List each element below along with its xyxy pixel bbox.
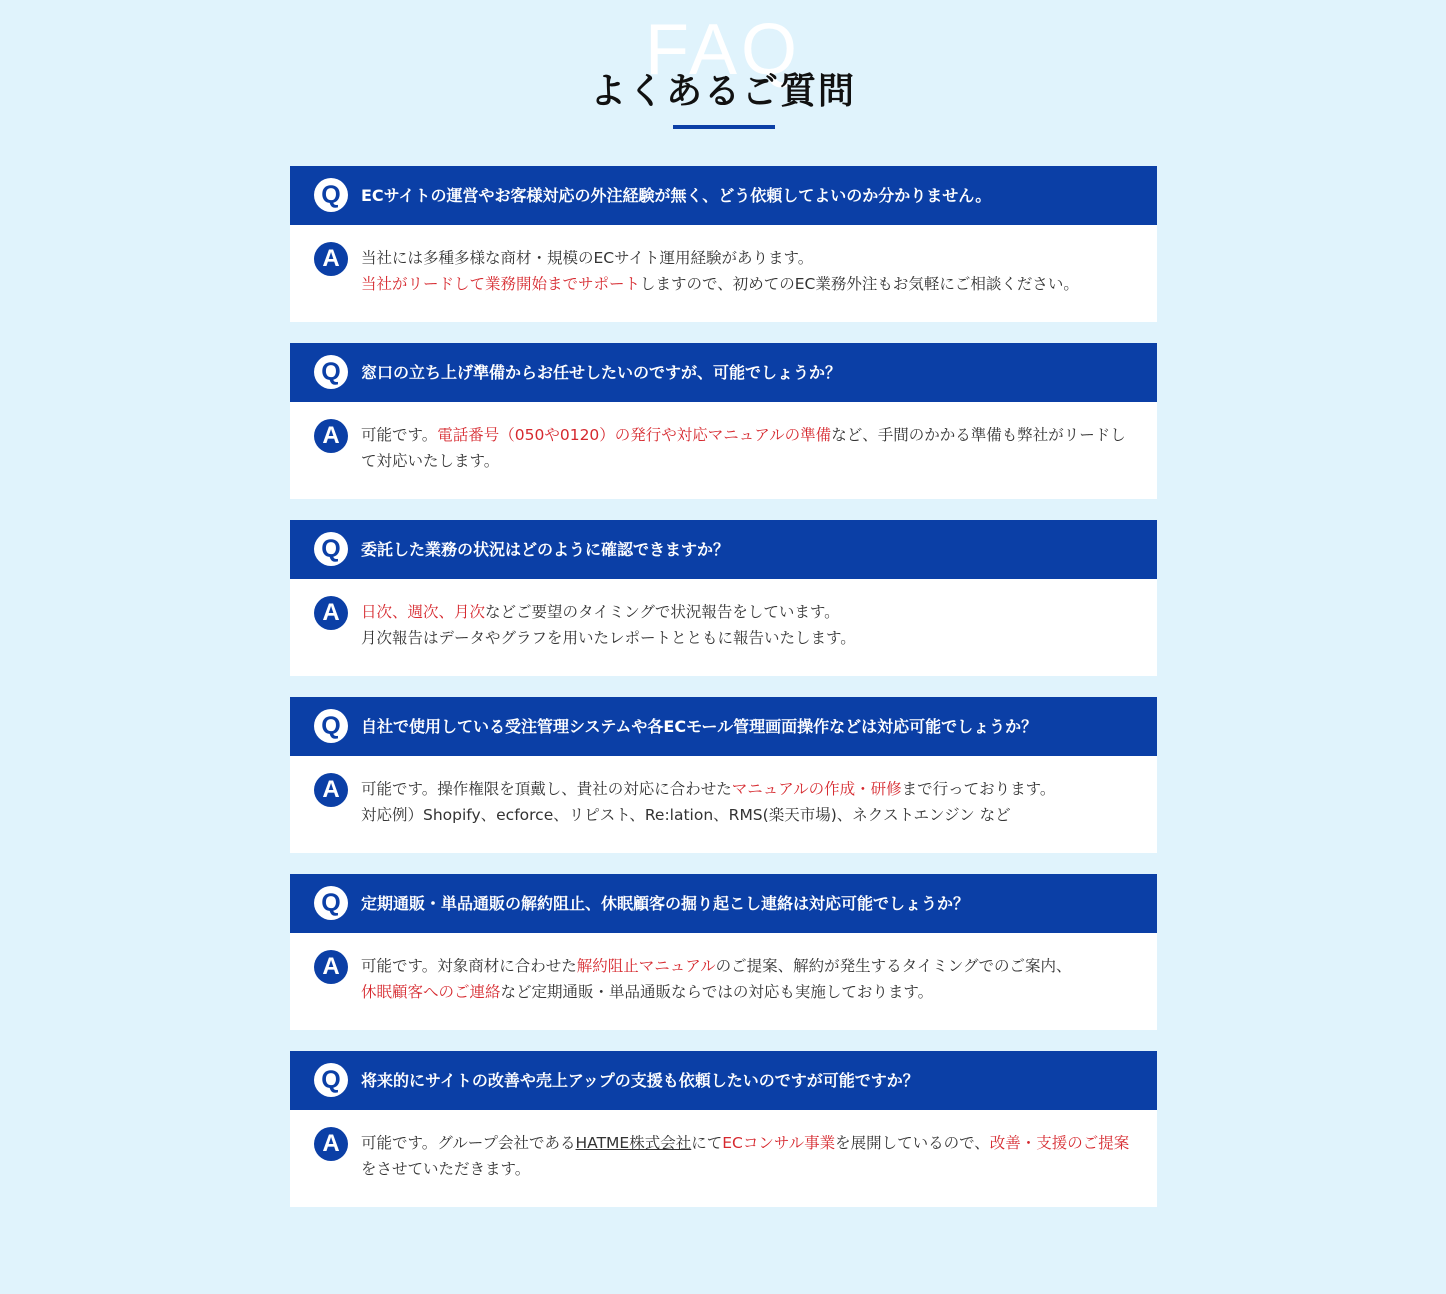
answer-segment: を展開しているので、	[835, 1134, 990, 1152]
answer-segment: にて	[691, 1134, 723, 1152]
faq-question[interactable]	[290, 520, 1157, 579]
answer-highlight: マニュアルの作成・研修	[731, 780, 902, 798]
faq-background-label: FAQ	[644, 10, 802, 90]
answer-badge-icon: A	[314, 1127, 348, 1161]
company-link[interactable]: HATME株式会社	[575, 1134, 692, 1152]
faq-answer	[290, 756, 1157, 853]
question-badge-icon: Q	[314, 532, 348, 566]
answer-badge-icon: A	[314, 950, 348, 984]
answer-segment: など、手間のかかる準備も弊社がリードして対応いたします。	[361, 426, 1126, 470]
faq-answer	[290, 1110, 1157, 1207]
answer-highlight: 日次、週次、月次	[361, 603, 486, 621]
answer-highlight: ECコンサル事業	[722, 1134, 836, 1152]
faq-question[interactable]	[290, 1051, 1157, 1110]
question-text: 将来的にサイトの改善や売上アップの支援も依頼したいのですが可能ですか？	[361, 1071, 919, 1090]
faq-question[interactable]	[290, 697, 1157, 756]
answer-text	[361, 1130, 1131, 1182]
answer-text	[361, 953, 1131, 1005]
answer-text	[361, 245, 1131, 297]
faq-item	[290, 166, 1157, 322]
title-underline	[673, 125, 775, 129]
answer-highlight: 電話番号（050や0120）の発行や対応マニュアルの準備	[437, 426, 832, 444]
answer-highlight: 休眠顧客へのご連絡	[361, 983, 501, 1001]
answer-segment: 可能です。	[361, 426, 438, 444]
answer-badge-icon: A	[314, 419, 348, 453]
question-badge-icon: Q	[314, 709, 348, 743]
faq-item	[290, 343, 1157, 499]
question-text: 定期通販・単品通販の解約阻止、休眠顧客の掘り起こし連絡は対応可能でしょうか？	[361, 894, 970, 913]
question-badge-icon: Q	[314, 886, 348, 920]
answer-highlight: 解約阻止マニュアル	[576, 957, 716, 975]
answer-badge-icon: A	[314, 242, 348, 276]
answer-text	[361, 599, 1131, 651]
question-text: 窓口の立ち上げ準備からお任せしたいのですが、可能でしょうか？	[361, 363, 842, 382]
answer-highlight: 改善・支援のご提案	[989, 1134, 1130, 1152]
faq-question[interactable]	[290, 874, 1157, 933]
faq-item	[290, 697, 1157, 853]
faq-answer	[290, 579, 1157, 676]
faq-list	[290, 166, 1157, 1228]
answer-badge-icon: A	[314, 596, 348, 630]
faq-item	[290, 874, 1157, 1030]
answer-segment: など定期通販・単品通販ならではの対応も実施しております。	[500, 983, 934, 1001]
answer-segment: 可能です。操作権限を頂戴し、貴社の対応に合わせた	[361, 780, 732, 798]
faq-question[interactable]	[290, 343, 1157, 402]
answer-text	[361, 776, 1131, 828]
answer-segment: 可能です。対象商材に合わせた	[361, 957, 577, 975]
faq-question[interactable]	[290, 166, 1157, 225]
question-badge-icon: Q	[314, 355, 348, 389]
faq-item	[290, 520, 1157, 676]
answer-badge-icon: A	[314, 773, 348, 807]
answer-highlight: 当社がリードして業務開始までサポート	[361, 275, 641, 293]
faq-item	[290, 1051, 1157, 1207]
answer-segment: 可能です。グループ会社である	[361, 1134, 576, 1152]
faq-answer	[290, 402, 1157, 499]
question-text: 委託した業務の状況はどのように確認できますか？	[361, 540, 730, 559]
question-badge-icon: Q	[314, 178, 348, 212]
answer-segment: のご提案、解約が発生するタイミングでのご案内、	[715, 957, 1072, 975]
question-text: 自社で使用している受注管理システムや各ECモール管理画面操作などは対応可能でしょうか？	[361, 717, 1038, 736]
answer-segment: などご要望のタイミングで状況報告をしています。	[485, 603, 840, 621]
answer-segment: 月次報告はデータやグラフを用いたレポートとともに報告いたします。	[361, 629, 856, 647]
answer-text	[361, 422, 1131, 474]
answer-segment: をさせていただきます。	[361, 1160, 531, 1178]
faq-answer	[290, 225, 1157, 322]
faq-answer	[290, 933, 1157, 1030]
answer-segment: まで行っております。	[901, 780, 1056, 798]
answer-segment: 対応例）Shopify、ecforce、リピスト、Re:lation、RMS(楽天市場)、ネクストエンジン など	[361, 806, 1011, 824]
question-badge-icon: Q	[314, 1063, 348, 1097]
answer-segment: 当社には多種多様な商材・規模のECサイト運用経験があります。	[361, 249, 814, 267]
page-title: よくあるご質問	[589, 71, 856, 112]
answer-segment: しますので、初めてのEC業務外注もお気軽にご相談ください。	[640, 275, 1079, 293]
question-text: ECサイトの運営やお客様対応の外注経験が無く、どう依頼してよいのか分かりません。	[361, 186, 992, 205]
faq-header	[0, 0, 1446, 140]
